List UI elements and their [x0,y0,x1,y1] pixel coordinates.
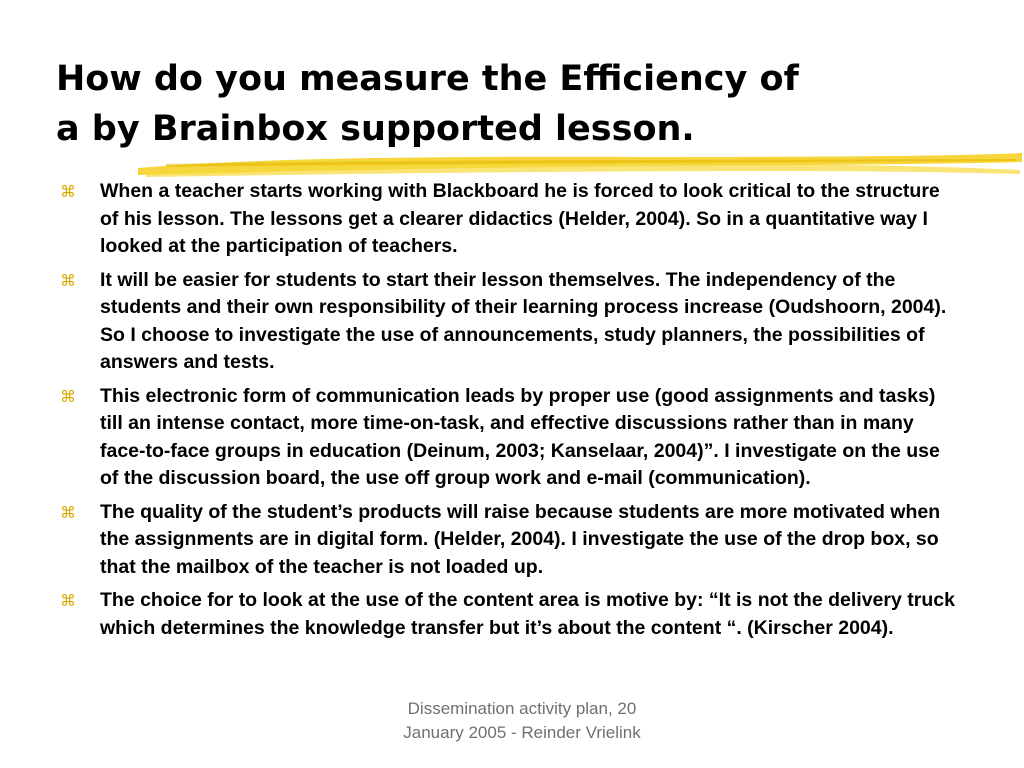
bullet-text: The quality of the student’s products will raise because students are more motivated when the assignments are in digital form. (Helder, 2004). I investigate the use of the drop box, so that the mailbox of the teacher is not loaded up. [100,500,941,578]
bullet-text: When a teacher starts working with Blackboard he is forced to look critical to the structure of his lesson. The lessons get a clearer didactics (Helder, 2004). So in a quantitative way I looked at the participation of teachers. [100,180,940,257]
bullet-list [60,178,960,648]
title-line-2: a by Brainbox supported lesson. [56,109,695,149]
bullet-item [60,587,960,642]
footer-line-1: Dissemination activity plan, 20 [407,699,637,718]
bullet-text: The choice for to look at the use of the content area is motive by: “It is not the delivery truck which determines the knowledge transfer but it’s about the content “. (Kirscher 2004). [100,589,955,639]
bullet-item [60,267,960,377]
bullet-item [60,499,960,582]
bullet-text: It will be easier for students to start their lesson themselves. The independency of the students and their own responsibility of their learning process increase (Oudshoorn, 2004). So I choose to investigate the use of announcements, study planners, the possibilities of answers and tests. [100,268,947,373]
slide-title [56,54,956,154]
command-key-icon: ⌘ [60,182,76,201]
footer [372,697,672,745]
command-key-icon: ⌘ [60,502,76,522]
bullet-item [60,383,960,493]
bullet-item [60,178,960,261]
bullet-text: This electronic form of communication leads by proper use (good assignments and tasks) till an intense contact, more time-on-task, and effective discussions rather than in many face-to-face groups in education (Deinum, 2003; Kanselaar, 2004)”. I investigate on the use of the discussion board, the use off group work and e-mail (communication). [100,384,940,489]
command-key-icon: ⌘ [60,270,76,290]
command-key-icon: ⌘ [60,386,76,406]
command-key-icon: ⌘ [60,591,76,610]
footer-line-2: January 2005 - Reinder Vrielink [403,723,641,742]
title-line-1: How do you measure the Efficiency of [56,59,799,99]
